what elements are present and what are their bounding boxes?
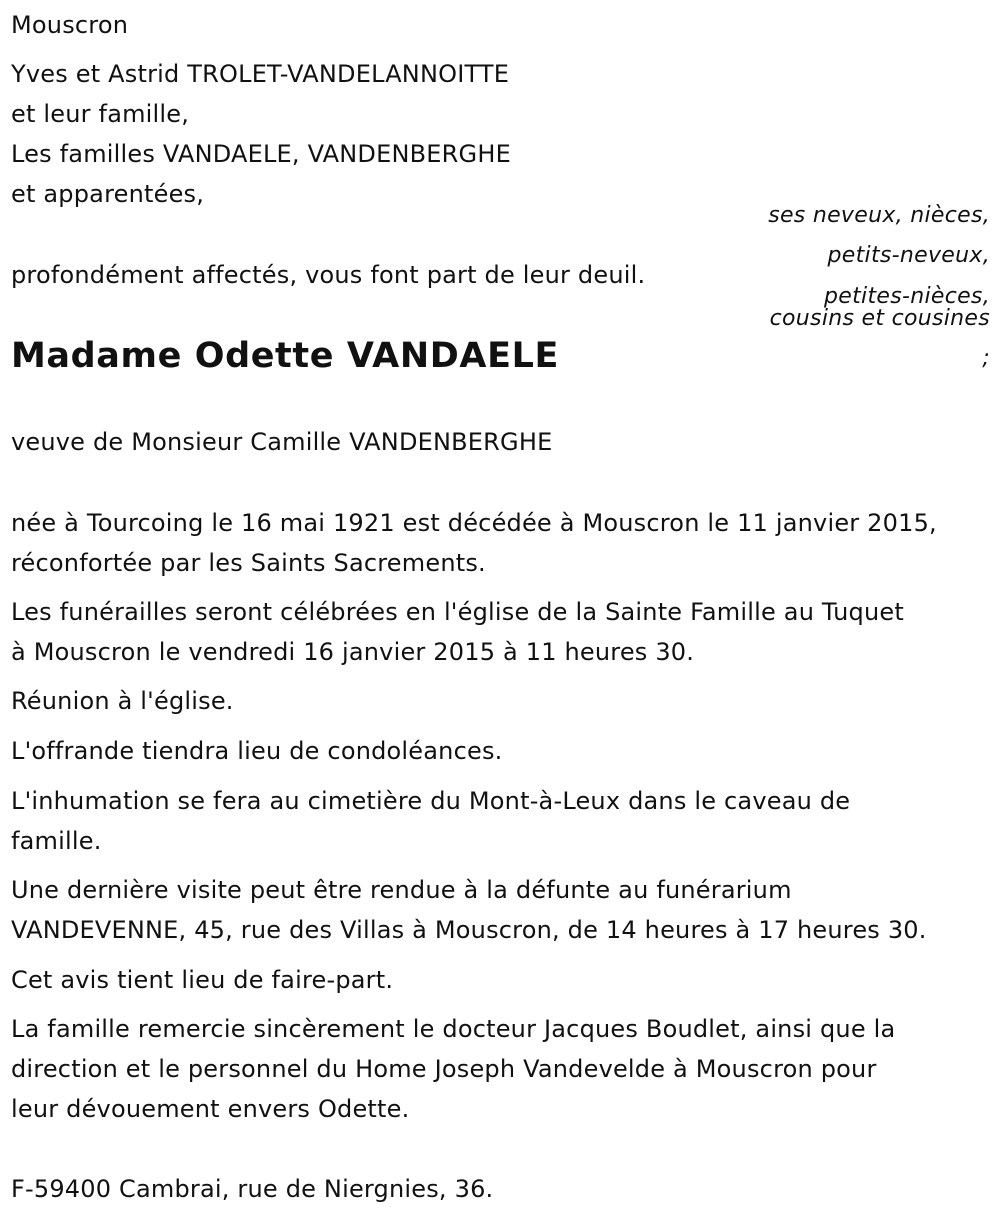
deceased-name: Madame Odette VANDAELE (11, 336, 559, 376)
relatives-line: ; (982, 346, 990, 371)
body-line: Cet avis tient lieu de faire-part. (11, 966, 394, 994)
body-line: L'inhumation se fera au cimetière du Mont-à-Leux dans le caveau de (11, 787, 851, 815)
body-line: Les funérailles seront célébrées en l'église de la Sainte Famille au Tuquet (11, 598, 904, 626)
body-line: direction et le personnel du Home Joseph Vandevelde à Mouscron pour (11, 1055, 877, 1083)
announcement-text: profondément affectés, vous font part de leur deuil. (11, 261, 646, 289)
body-line: réconfortée par les Saints Sacrements. (11, 549, 486, 577)
body-line: Réunion à l'église. (11, 687, 234, 715)
relatives-line: ses neveux, nièces, (768, 203, 990, 228)
family-line: et apparentées, (11, 180, 205, 208)
family-line: Yves et Astrid TROLET-VANDELANNOITTE (11, 60, 510, 88)
relatives-line: petits-neveux, (827, 243, 990, 268)
body-line: née à Tourcoing le 16 mai 1921 est décédée à Mouscron le 11 janvier 2015, (11, 509, 937, 537)
body-line: leur dévouement envers Odette. (11, 1095, 410, 1123)
family-line: Les familles VANDAELE, VANDENBERGHE (11, 140, 511, 168)
body-line: Une dernière visite peut être rendue à la défunte au funérarium (11, 876, 792, 904)
body-line: famille. (11, 827, 102, 855)
relatives-line: cousins et cousines (769, 306, 990, 331)
widow-of-line: veuve de Monsieur Camille VANDENBERGHE (11, 428, 553, 456)
family-line: et leur famille, (11, 100, 190, 128)
body-line: La famille remercie sincèrement le docteur Jacques Boudlet, ainsi que la (11, 1015, 896, 1043)
footer-address: F-59400 Cambrai, rue de Niergnies, 36. (11, 1175, 494, 1203)
body-line: à Mouscron le vendredi 16 janvier 2015 à 11 heures 30. (11, 638, 695, 666)
relatives-line: petites-nièces, (824, 284, 990, 309)
city-heading: Mouscron (11, 11, 129, 39)
body-line: VANDEVENNE, 45, rue des Villas à Mouscron, de 14 heures à 17 heures 30. (11, 916, 927, 944)
body-line: L'offrande tiendra lieu de condoléances. (11, 737, 503, 765)
